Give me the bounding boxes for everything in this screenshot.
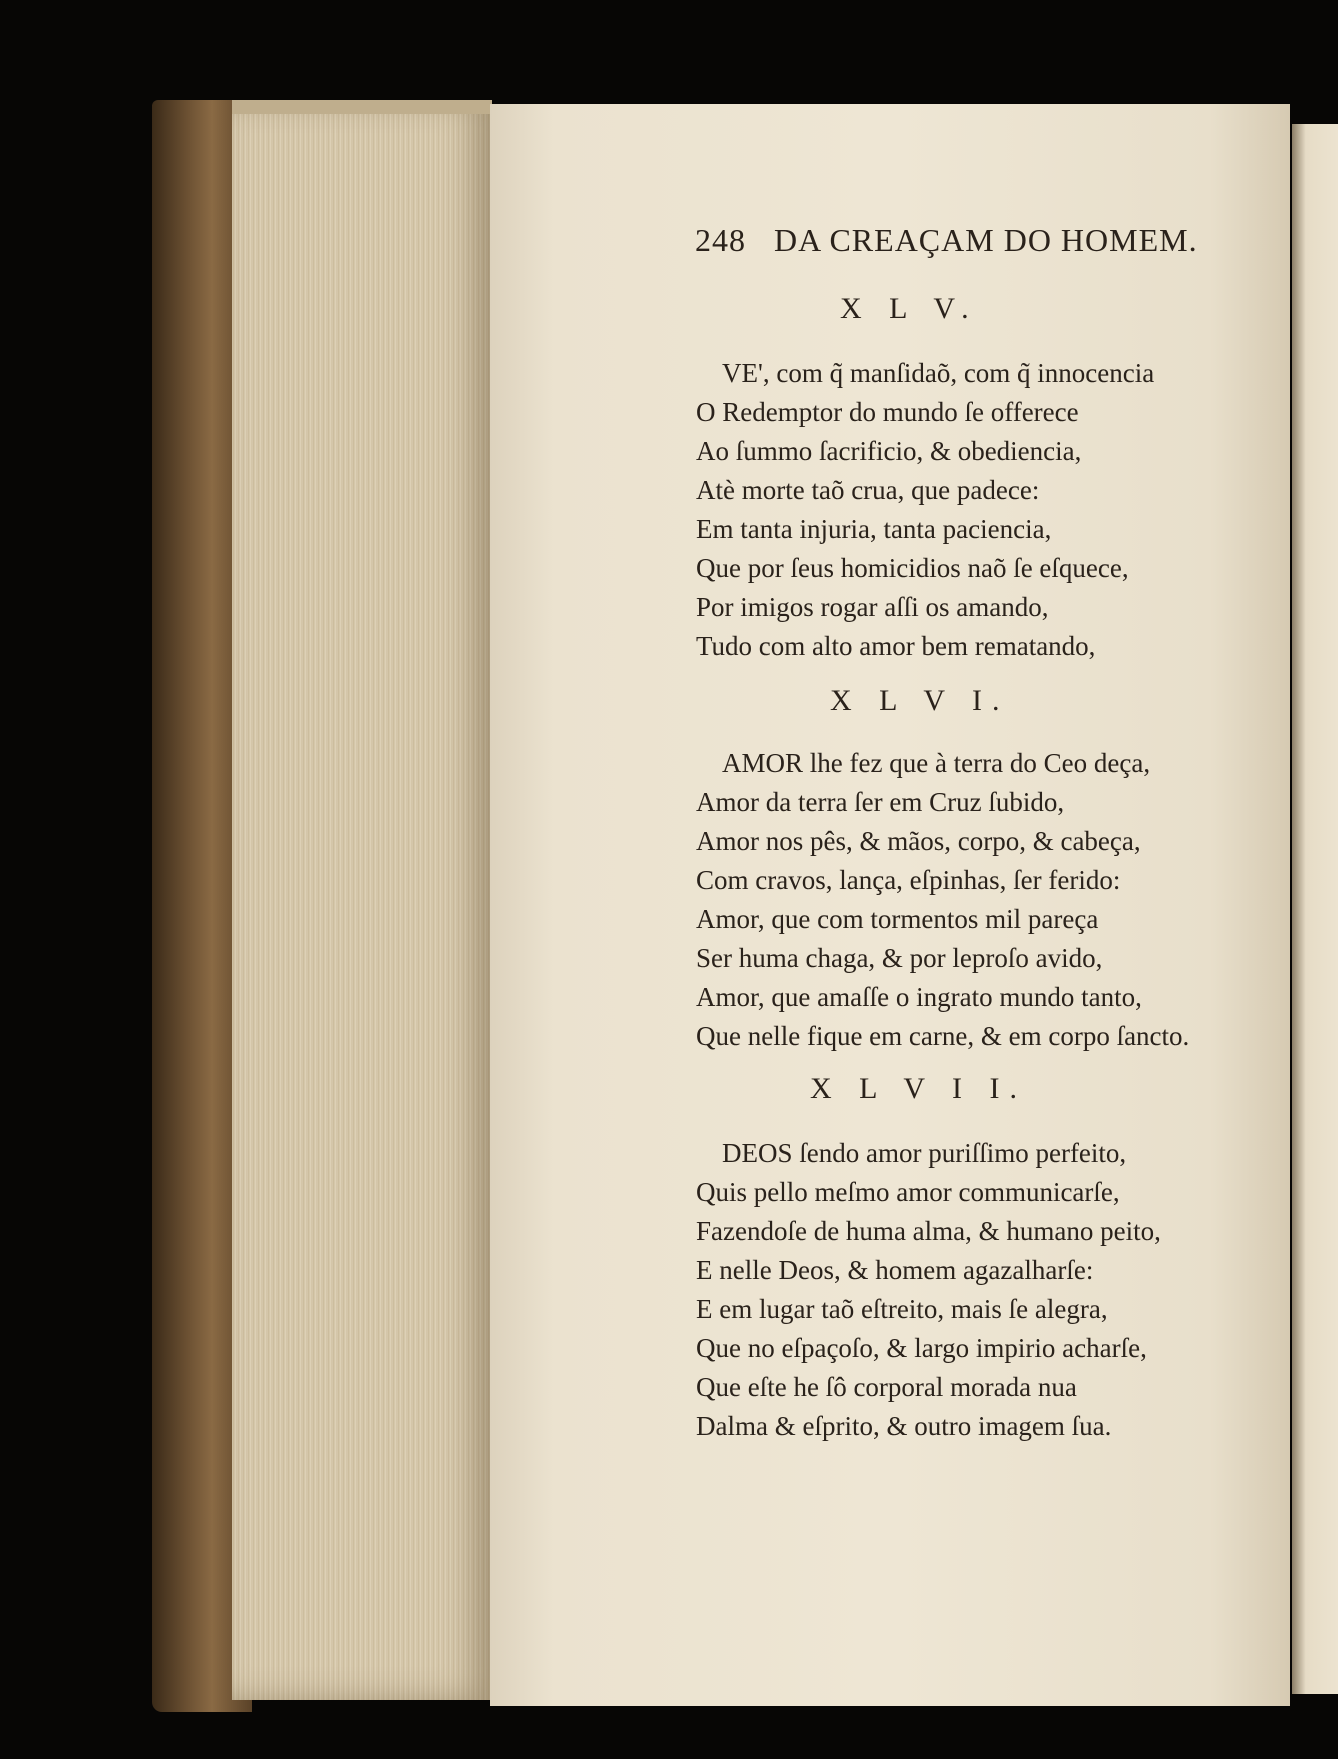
verse-line: Quis pello meſmo amor communicarſe, <box>696 1177 1120 1207</box>
book-page <box>490 104 1290 1706</box>
verse-line: Ao ſummo ſacrificio, & obediencia, <box>696 436 1082 466</box>
verse-line: Amor, que com tormentos mil pareça <box>696 904 1099 934</box>
verse-line: E nelle Deos, & homem agazalharſe: <box>696 1255 1094 1285</box>
verse-line: Amor da terra ſer em Cruz ſubido, <box>696 787 1065 817</box>
page-number: 248 <box>695 222 746 258</box>
verse-line: AMOR lhe fez que à terra do Ceo deça, <box>722 748 1151 778</box>
facing-page-edge <box>1292 124 1338 1694</box>
verse-line: Amor nos pês, & mãos, corpo, & cabeça, <box>696 826 1141 856</box>
verse-line: Que por ſeus homicidios naõ ſe eſquece, <box>696 553 1129 583</box>
verse-line: Atè morte taõ crua, que padece: <box>696 475 1040 505</box>
verse-line: O Redemptor do mundo ſe offerece <box>696 397 1079 427</box>
stanza-title: X L V I. <box>830 684 1010 717</box>
verse-line: Por imigos rogar aſſi os amando, <box>696 592 1049 622</box>
verse-line: E em lugar taõ eſtreito, mais ſe alegra, <box>696 1294 1108 1324</box>
verse-line: Tudo com alto amor bem rematando, <box>696 631 1096 661</box>
stanza-title: X L V. <box>840 292 979 325</box>
verse-line: Que eſte he ſô corporal morada nua <box>696 1372 1077 1402</box>
verse-line: Que no eſpaçoſo, & largo impirio acharſe, <box>696 1333 1147 1363</box>
page-block-top <box>232 100 492 114</box>
stanza-title: X L V I I. <box>810 1072 1027 1105</box>
verse-line: Amor, que amaſſe o ingrato mundo tanto, <box>696 982 1142 1012</box>
verse-line: Ser huma chaga, & por leproſo avido, <box>696 943 1103 973</box>
stanza <box>696 1134 1256 1446</box>
stanza <box>696 744 1256 1056</box>
stanza <box>696 354 1256 666</box>
verse-line: DEOS ſendo amor puriſſimo perfeito, <box>722 1138 1127 1168</box>
verse-line: Em tanta injuria, tanta paciencia, <box>696 514 1052 544</box>
verse-line: Que nelle fique em carne, & em corpo ſancto. <box>696 1021 1190 1051</box>
verse-line: VE', com q̃ manſidaõ, com q̃ innocencia <box>722 358 1155 388</box>
page-block-edge <box>232 100 492 1700</box>
verse-line: Com cravos, lança, eſpinhas, ſer ferido: <box>696 865 1121 895</box>
verse-line: Fazendoſe de huma alma, & humano peito, <box>696 1216 1161 1246</box>
verse-line: Dalma & eſprito, & outro imagem ſua. <box>696 1411 1112 1441</box>
running-title: DA CREAÇAM DO HOMEM. <box>774 222 1198 258</box>
running-header <box>695 222 1198 259</box>
